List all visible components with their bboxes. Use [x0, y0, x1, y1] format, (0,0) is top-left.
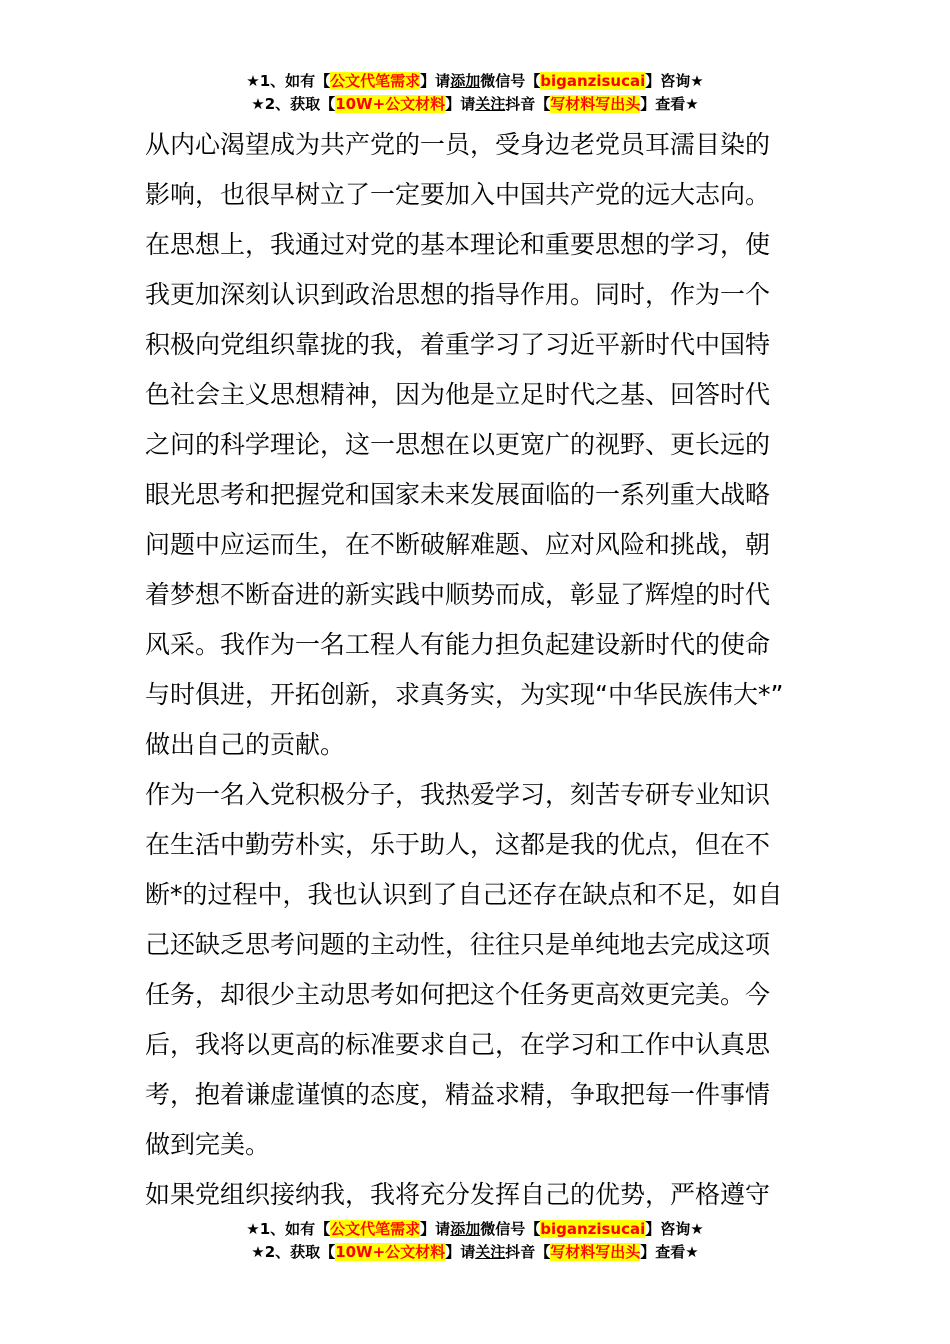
header-banner	[0, 70, 950, 116]
text-line: 己还缺乏思考问题的主动性，往往只是单纯地去完成这项	[145, 930, 771, 959]
text-line: 如果党组织接纳我，我将充分发挥自己的优势，严格遵守	[145, 1180, 771, 1209]
text-line: 后，我将以更高的标准要求自己，在学习和工作中认真思	[145, 1030, 771, 1059]
highlight-douyin-account: 写材料写出头	[550, 1243, 641, 1261]
highlight-service: 公文代笔需求	[330, 72, 421, 90]
highlight-materials: 10W+公文材料	[335, 1243, 446, 1261]
text-line: 我更加深刻认识到政治思想的指导作用。同时，作为一个	[145, 280, 771, 309]
text-line: 做出自己的贡献。	[145, 730, 346, 759]
document-body	[145, 120, 810, 1220]
text-line: 色社会主义思想精神，因为他是立足时代之基、回答时代	[145, 380, 771, 409]
text-line: 之问的科学理论，这一思想在以更宽广的视野、更长远的	[145, 430, 771, 459]
text-line: 做到完美。	[145, 1130, 271, 1159]
text-line: 考，抱着谦虚谨慎的态度，精益求精，争取把每一件事情	[145, 1080, 771, 1109]
highlight-wechat-id: biganzisucai	[540, 72, 646, 90]
highlight-douyin-account: 写材料写出头	[550, 95, 641, 113]
text-line: 风采。我作为一名工程人有能力担负起建设新时代的使命	[145, 630, 771, 659]
banner-line-1: ★1、如有【公文代笔需求】请添加微信号【biganzisucai】咨询★	[246, 72, 704, 90]
text-line: 问题中应运而生，在不断破解难题、应对风险和挑战，朝	[145, 530, 771, 559]
highlight-wechat-id: biganzisucai	[540, 1220, 646, 1238]
text-line: 积极向党组织靠拢的我，着重学习了习近平新时代中国特	[145, 330, 771, 359]
text-line: 任务，却很少主动思考如何把这个任务更高效更完美。今	[145, 980, 771, 1009]
text-line: 影响，也很早树立了一定要加入中国共产党的远大志向。	[145, 180, 771, 209]
banner-line-2: ★2、获取【10W+公文材料】请关注抖音【写材料写出头】查看★	[251, 95, 699, 113]
banner-line-2: ★2、获取【10W+公文材料】请关注抖音【写材料写出头】查看★	[251, 1243, 699, 1261]
highlight-materials: 10W+公文材料	[335, 95, 446, 113]
footer-banner	[0, 1218, 950, 1264]
text-line: 从内心渴望成为共产党的一员，受身边老党员耳濡目染的	[145, 130, 771, 159]
text-line: 与时俱进，开拓创新，求真务实，为实现“中华民族伟大*”	[145, 680, 784, 709]
highlight-service: 公文代笔需求	[330, 1220, 421, 1238]
text-line: 作为一名入党积极分子，我热爱学习，刻苦专研专业知识	[145, 780, 771, 809]
text-line: 眼光思考和把握党和国家未来发展面临的一系列重大战略	[145, 480, 771, 509]
text-line: 断*的过程中，我也认识到了自己还存在缺点和不足，如自	[145, 880, 783, 909]
text-line: 在思想上，我通过对党的基本理论和重要思想的学习，使	[145, 230, 771, 259]
text-line: 在生活中勤劳朴实，乐于助人，这都是我的优点，但在不	[145, 830, 771, 859]
text-line: 着梦想不断奋进的新实践中顺势而成，彰显了辉煌的时代	[145, 580, 771, 609]
banner-line-1: ★1、如有【公文代笔需求】请添加微信号【biganzisucai】咨询★	[246, 1220, 704, 1238]
